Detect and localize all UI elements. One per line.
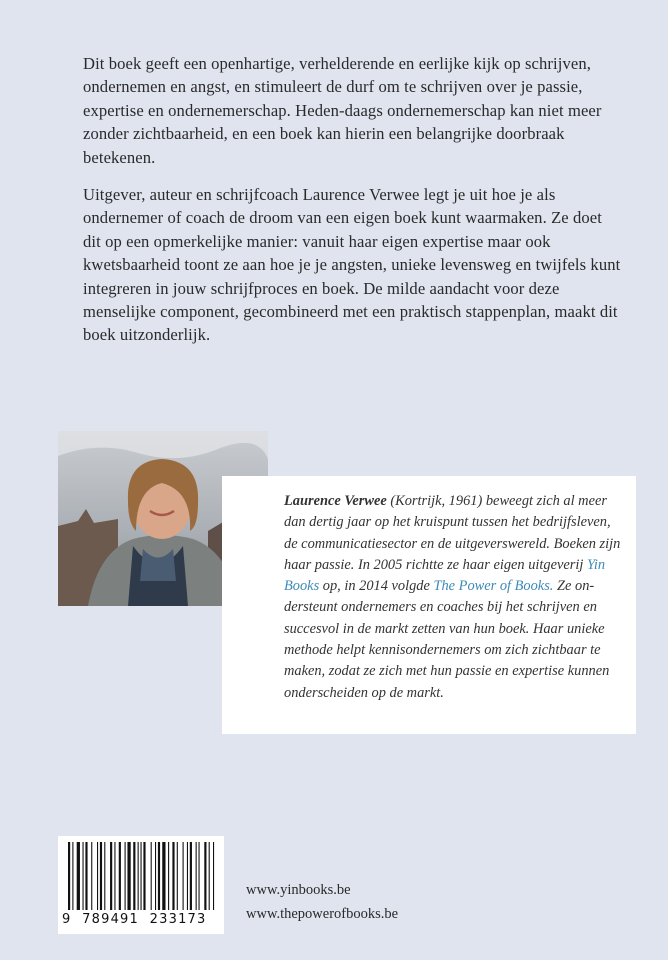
intro-text <box>83 52 623 361</box>
barcode <box>58 836 224 934</box>
author-name: Laurence Verwee <box>284 493 387 509</box>
bio-text: beweegt zich al meer dan dertig jaar op het kruispunt tussen het bedrijfsleven, de communicatiesector en de uitgeverswereld. Boeken zijn haar passie. In 2005 richtte ze haar eigen uitgeverij <box>284 493 621 573</box>
author-bio-box <box>222 476 636 734</box>
isbn-first-digit: 9 <box>62 912 72 927</box>
bio-text: Ze on-dersteunt ondernemers en coaches bij het schrijven en succesvol in de markt zetten van hun boek. Haar unieke methode helpt kennisondernemers om zich zichtbaar te maken, zodat ze zich met hun passie en expertise kunnen onderscheiden op de markt. <box>284 578 610 701</box>
author-birth: (Kortrijk, 1961) <box>386 493 486 509</box>
intro-paragraph: Dit boek geeft een openhartige, verhelderende en eerlijke kijk op schrijven, ondernemen en angst, en stimuleert de durf om te schrijven over je passie, expertise en ondernemerschap. Heden-daags ondernemerschap kan niet meer zonder zichtbaarheid, en een boek kan hierin een belangrijke doorbraak betekenen. <box>83 54 602 167</box>
website-yinbooks: www.yinbooks.be <box>246 882 351 898</box>
isbn-left-digits: 789491 <box>82 912 139 927</box>
publisher-power-of-books: The Power of Books. <box>433 578 554 595</box>
intro-paragraph: Uitgever, auteur en schrijfcoach Laurence Verwee legt je uit hoe je als ondernemer of coach de droom van een eigen boek kunt waarmaken. Ze doet dit op een opmerkelijke manier: vanuit haar eigen expertise maar ook kwetsbaarheid toont ze aan hoe je je angsten, unieke levensweg en twijfels kunt integreren in jouw schrijfproces en boek. De milde aandacht voor deze menselijke component, gecombineerd met een praktisch stappenplan, maakt dit boek uitzonderlijk. <box>83 185 621 345</box>
isbn-number <box>62 912 222 927</box>
bio-text: op, in 2014 volgde <box>319 578 434 595</box>
website-links <box>246 878 398 926</box>
author-bio <box>284 491 622 704</box>
website-thepowerofbooks: www.thepowerofbooks.be <box>246 906 399 922</box>
barcode-bars <box>68 842 216 914</box>
isbn-right-digits: 233173 <box>149 912 207 927</box>
publisher-yin-books: Yin Books <box>284 556 606 595</box>
